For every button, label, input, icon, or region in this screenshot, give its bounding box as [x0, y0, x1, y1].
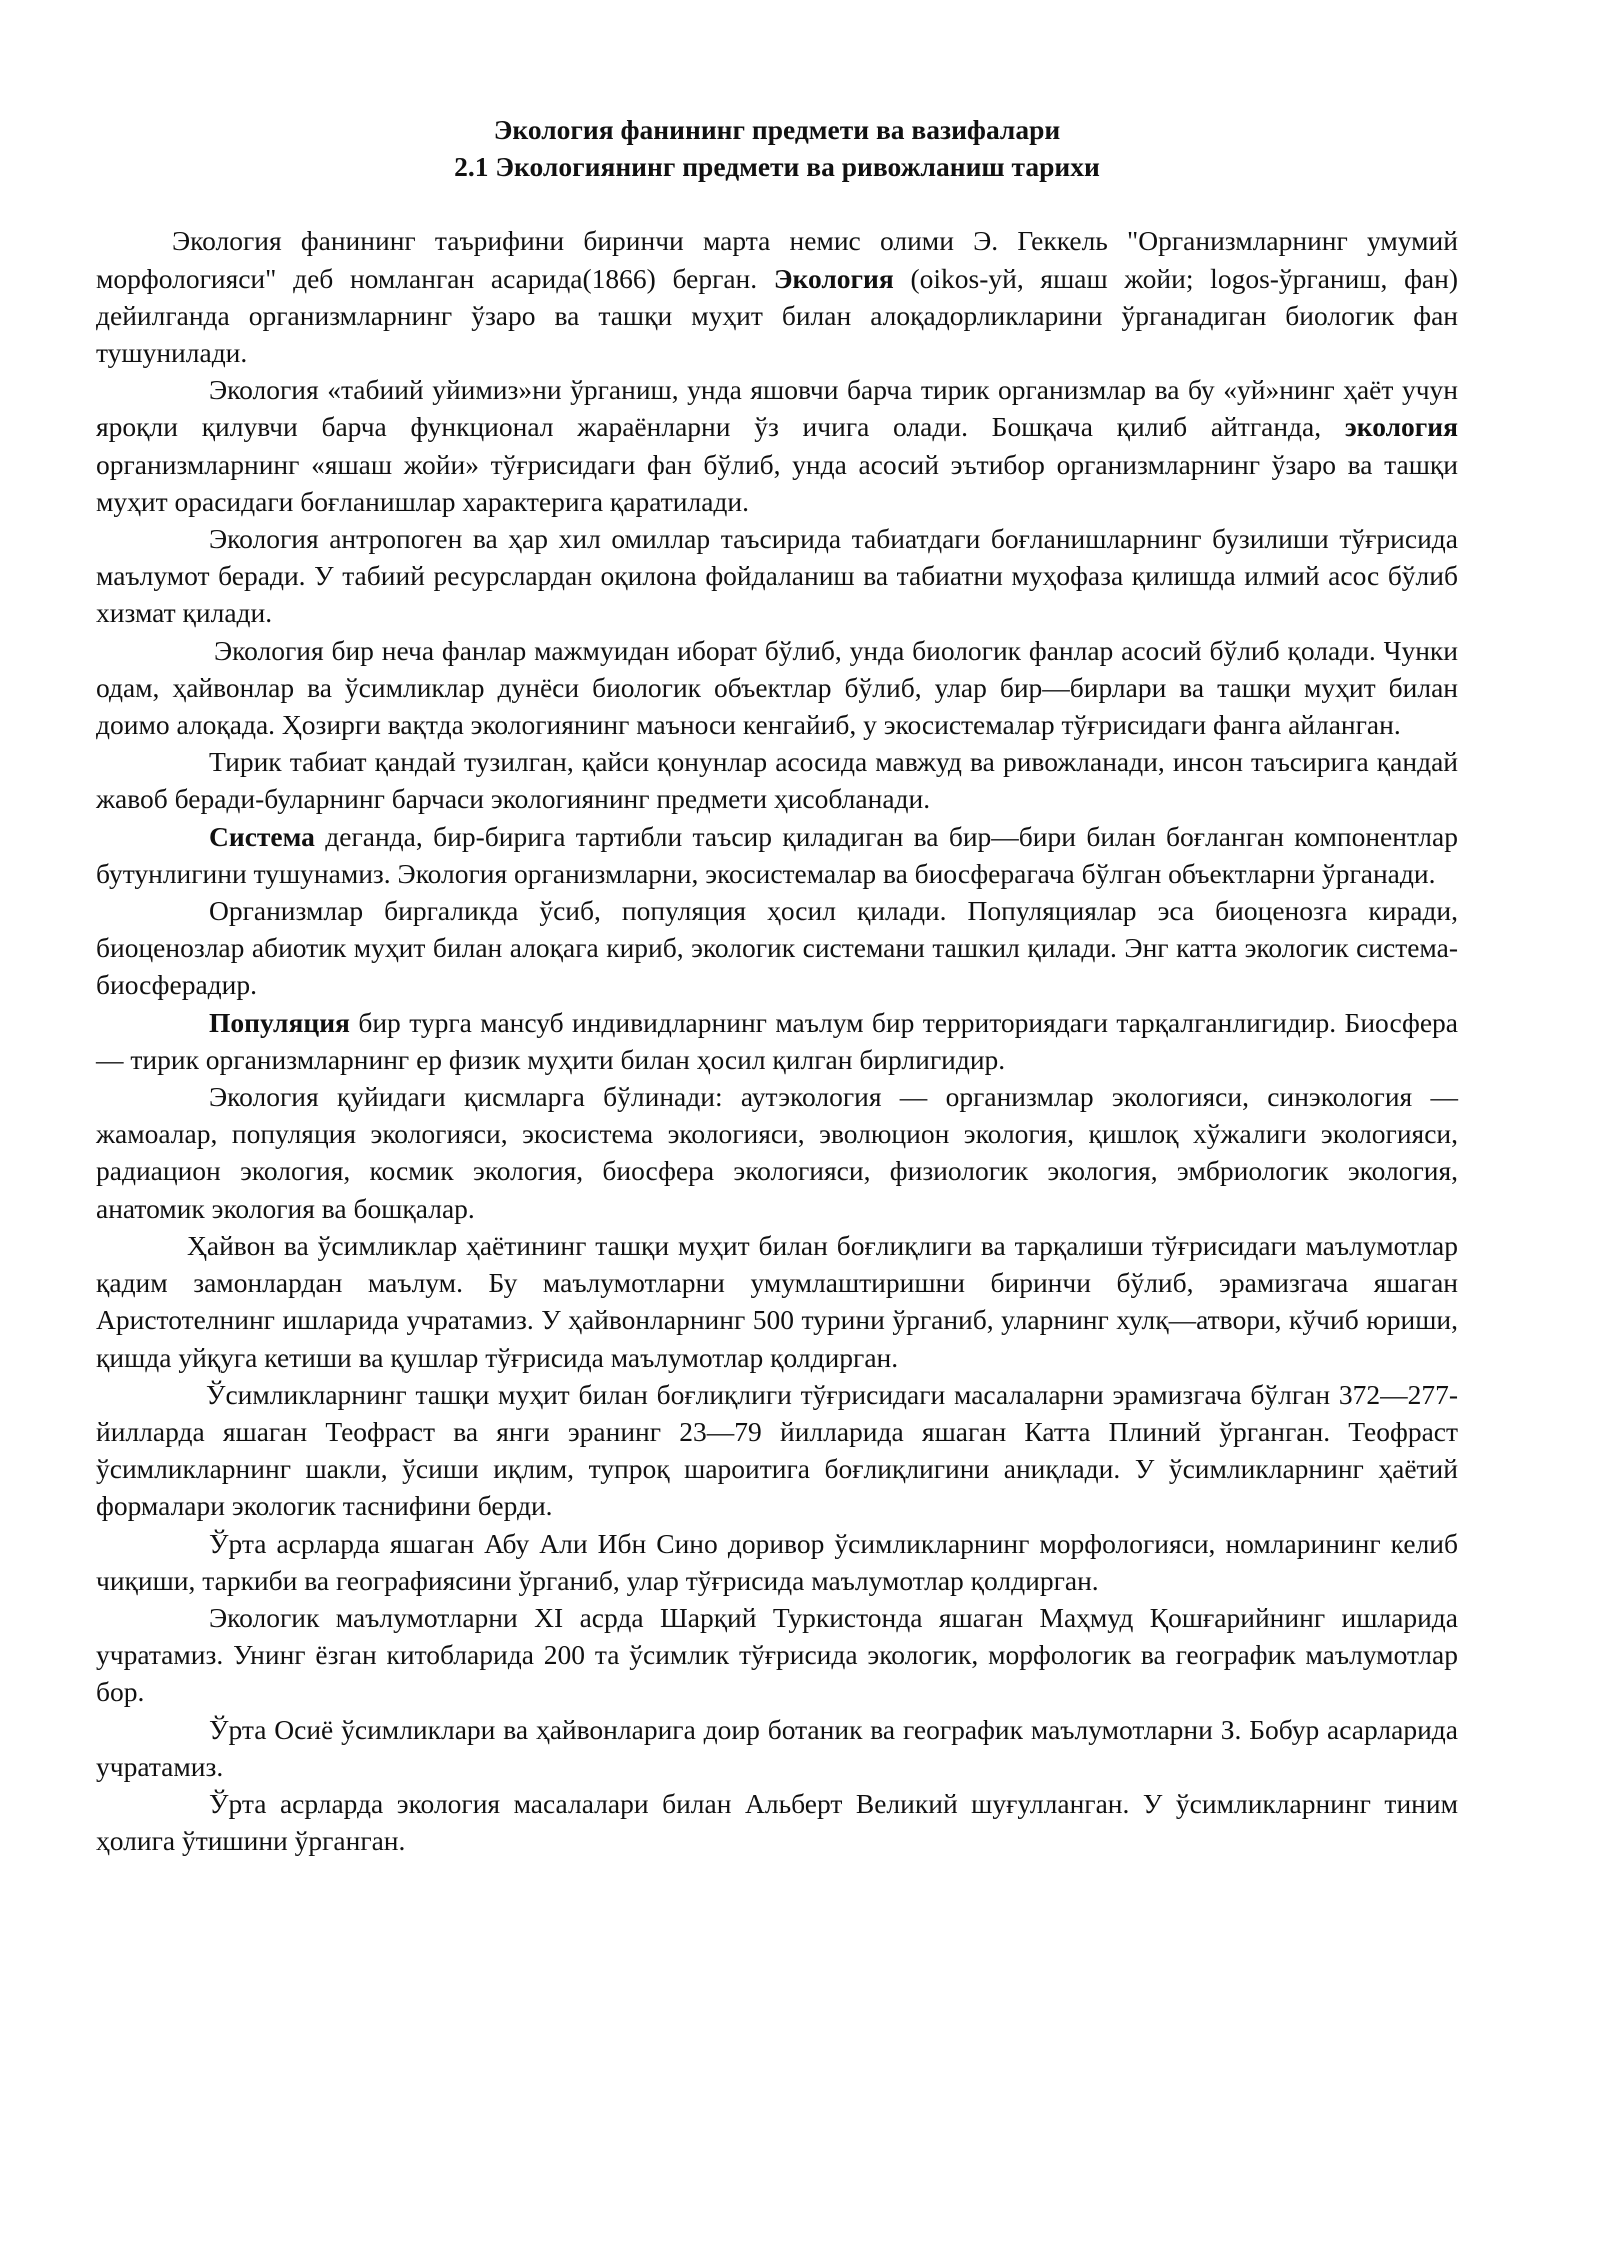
- paragraph-text: (oikos-уй, яшаш жойи; logos-ўрганиш, фан) дейилганда организмларнинг ўзаро ва ташқи муҳит билан алоқадорликларини ўрганадиган биологик фан тушунилади.: [96, 262, 1458, 369]
- paragraph-text: Экология антропоген ва ҳар хил омиллар таъсирида табиатдаги боғланишларнинг бузилиши тўғрисида маълумот беради. У табиий ресурслардан оқилона фойдаланиш ва табиатни муҳофаза қилишда илмий асос бўлиб хизмат қилади.: [96, 523, 1458, 629]
- paragraph-text: Экология «табиий уйимиз»ни ўрганиш, унда яшовчи барча тирик организмлар ва бу «уй»нинг ҳаёт учун яроқли қилувчи барча функционал жараёнларни ўз ичига олади. Бошқача қилиб айтганда,: [96, 374, 1458, 443]
- paragraph-text: Экология бир неча фанлар мажмуидан иборат бўлиб, унда биологик фанлар асосий бўлиб қолади. Чунки одам, ҳайвонлар ва ўсимликлар дунёси биологик объектлар бўлиб, улар бир—бирлари ва ташқи муҳит билан доимо алоқада. Ҳозирги вақтда экологиянинг маъноси кенгайиб, у экосистемалар тўғрисидаги фанга айланган.: [96, 634, 1458, 741]
- paragraph-text: Ўрта Осиё ўсимликлари ва ҳайвонларига доир ботаник ва географик маълумотларни З. Бобур асарларида учратамиз.: [96, 1713, 1458, 1782]
- paragraph-text: Ўрта асрларда яшаган Абу Али Ибн Сино доривор ўсимликларнинг морфологияси, номларининг келиб чиқиши, таркиби ва географиясини ўрганиб, улар тўғрисида маълумотлар қолдирган.: [96, 1527, 1458, 1596]
- paragraph-2: [96, 371, 1458, 520]
- paragraph-4: [96, 632, 1458, 744]
- paragraph-text: Тирик табиат қандай тузилган, қайси қонунлар асосида мавжуд ва ривожланади, инсон таъсирига қандай жавоб беради-буларнинг барчаси экологиянинг предмети ҳисобланади.: [96, 746, 1458, 815]
- paragraph-12: [96, 1525, 1458, 1599]
- paragraph-text: Ўрта асрларда экология масалалари билан Альберт Великий шуғулланган. У ўсимликларнинг тиним ҳолига ўтишини ўрганган.: [96, 1787, 1458, 1857]
- paragraph-9: [96, 1078, 1458, 1227]
- heading-spacer: [96, 185, 1458, 222]
- paragraph-14: [96, 1711, 1458, 1785]
- paragraph-13: [96, 1599, 1458, 1711]
- bold-term: Система: [209, 820, 315, 852]
- paragraph-5: [96, 743, 1458, 817]
- paragraph-text: Экология қуйидаги қисмларга бўлинади: аутэкология — организмлар экологияси, синэкология —жамоалар, популяция экологияси, экосистема экологияси, эволюцион экология, қишлоқ хўжалиги экологияси, радиацион экология, космик экология, биосфера экологияси, физиологик экология, эмбриологик экология, анатомик экология ва бошқалар.: [96, 1081, 1458, 1224]
- paragraph-7: [96, 892, 1458, 1004]
- paragraph-15: [96, 1785, 1458, 1859]
- paragraph-text: Организмлар биргаликда ўсиб, популяция ҳосил қилади. Популяциялар эса биоценозга киради, биоценозлар абиотик муҳит билан алоқага кириб, экологик системани ташкил қилади. Энг катта экологик система- биосферадир.: [96, 895, 1458, 1001]
- paragraph-text: Экология фанининг таърифини биринчи марта немис олими Э. Геккель "Организмларнинг умумий морфологияси" деб номланган асарида(1866) берган.: [96, 225, 1458, 294]
- document-title: Экология фанининг предмети ва вазифалари: [493, 114, 1061, 145]
- bold-term: Экология: [773, 262, 894, 294]
- paragraph-10: [96, 1227, 1458, 1376]
- paragraph-6: [96, 818, 1458, 892]
- paragraph-8: [96, 1004, 1458, 1078]
- paragraph-text: организмларнинг «яшаш жойи» тўғрисидаги фан бўлиб, унда асосий эътибор организмларнинг ўзаро ва ташқи муҳит орасидаги боғланишлар характерига қаратилади.: [96, 448, 1458, 517]
- paragraph-1: [96, 222, 1458, 371]
- bold-term: экология: [1344, 411, 1458, 443]
- paragraph-text: деганда, бир-бирига тартибли таъсир қиладиган ва бир—бири билан боғланган компонентлар бутунлигини тушунамиз. Экология организмларни, экосистемалар ва биосферагача бўлган объектларни ўрганади.: [96, 820, 1458, 889]
- paragraph-text: бир турга мансуб индивидларнинг маълум бир территориядаги тарқалганлигидир. Биосфера — тирик организмларнинг ер физик муҳити билан ҳосил қилган бирлигидир.: [96, 1006, 1458, 1075]
- paragraph-11: [96, 1376, 1458, 1525]
- paragraph-text: Экологик маълумотларни XI асрда Шарқий Туркистонда яшаган Маҳмуд Қошғарийнинг ишларида учратамиз. Унинг ёзган китобларида 200 та ўсимлик тўғрисида экологик, морфологик ва географик маълумотлар бор.: [96, 1601, 1458, 1708]
- section-heading: 2.1 Экологиянинг предмети ва ривожланиш тарихи: [454, 151, 1100, 183]
- paragraph-text: Ўсимликларнинг ташқи муҳит билан боғлиқлиги тўғрисидаги масалаларни эрамизгача бўлган 372—277-йилларда яшаган Теофраст ва янги эранинг 23—79 йилларида яшаган Катта Плиний ўрганган. Теофраст ўсимликларнинг шакли, ўсиши иқлим, тупроқ шароитига боғлиқлигини аниқлади. У ўсимликларнинг ҳаётий формалари экологик таснифини берди.: [96, 1378, 1458, 1522]
- paragraph-text: Ҳайвон ва ўсимликлар ҳаётининг ташқи муҳит билан боғлиқлиги ва тарқалиши тўғрисидаги маълумотлар қадим замонлардан маълум. Бу маълумотларни умумлаштиришни биринчи бўлиб, эрамизгача яшаган Аристотелнинг ишларида учратамиз. У ҳайвонларнинг 500 турини ўрганиб, уларнинг хулқ—атвори, кўчиб юриши, қишда уйқуга кетиши ва қушлар тўғрисида маълумотлар қолдирган.: [96, 1229, 1458, 1373]
- paragraph-3: [96, 520, 1458, 632]
- bold-term: Популяция: [209, 1006, 350, 1038]
